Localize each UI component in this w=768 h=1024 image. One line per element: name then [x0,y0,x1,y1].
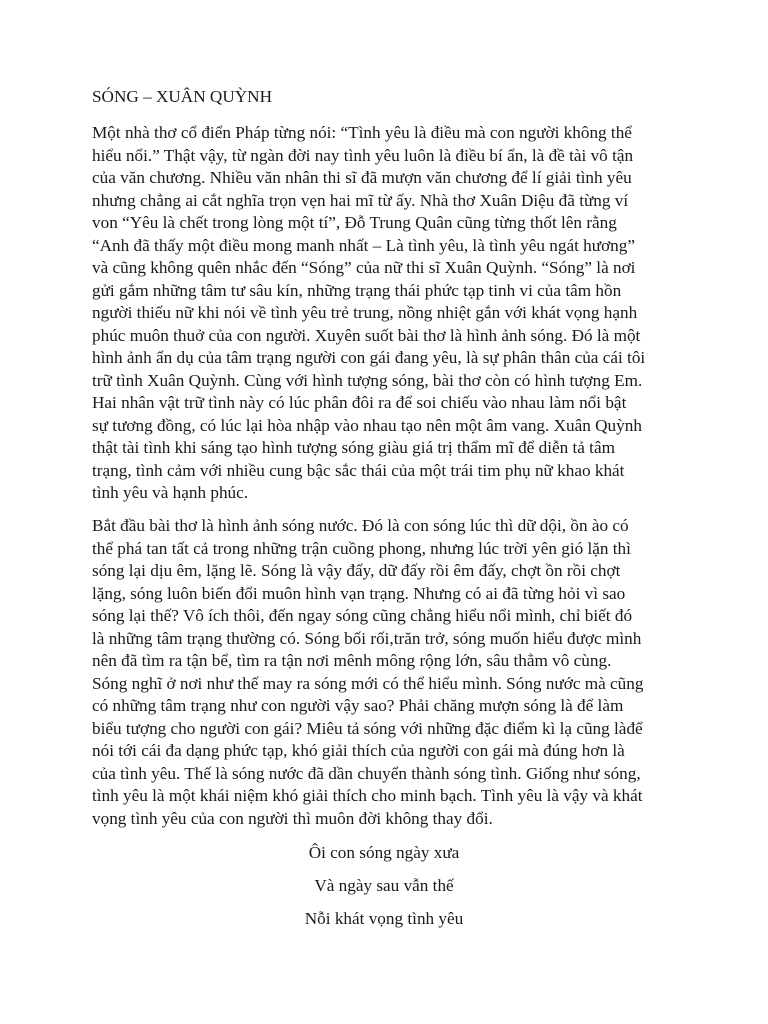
paragraph-line: của tình yêu. Thế là sóng nước đã dần chuyển thành sóng tình. Giống như sóng, [92,763,641,783]
paragraph-line: sóng lại thế? Vô ích thôi, đến ngay sóng cũng chẳng hiểu nổi mình, chỉ biết đó [92,606,633,625]
poem-line: Ôi con sóng ngày xưa [308,843,460,862]
paragraph-line: sự tương đồng, có lúc lại hòa nhập vào nhau tạo nên một âm vang. Xuân Quỳnh [92,415,642,435]
paragraph-line: gửi gắm những tâm tư sâu kín, những trạng thái phức tạp tinh vi của tâm hồn [92,280,622,300]
paragraph-line: Một nhà thơ cổ điển Pháp từng nói: “Tình yêu là điều mà con người không thể [92,123,632,142]
paragraph-line: Bắt đầu bài thơ là hình ảnh sóng nước. Đó là con sóng lúc thì dữ dội, ồn ào có [92,516,629,535]
paragraph-line: và cũng không quên nhắc đến “Sóng” của nữ thi sĩ Xuân Quỳnh. “Sóng” là nơi [92,258,636,277]
paragraph-line: von “Yêu là chết trong lòng một tí”, Đỗ Trung Quân cũng từng thốt lên rằng [92,213,617,232]
paragraph-line: “Anh đã thấy một điều mong manh nhất – Là tình yêu, là tình yêu ngát hương” [92,235,635,255]
paragraph-line: người thiếu nữ khi nói về tình yêu trẻ trung, nồng nhiệt gắn với khát vọng hạnh [92,303,638,322]
paragraph-line: nên đã tìm ra tận bể, tìm ra tận nơi mênh mông rộng lớn, sâu thẳm vô cùng. [92,651,612,670]
document-title: SÓNG – XUÂN QUỲNH [92,87,272,106]
paragraph-line: thật tài tình khi sáng tạo hình tượng sóng giàu giá trị thẩm mĩ để diễn tả tâm [92,438,615,457]
paragraph-line: của văn chương. Nhiều văn nhân thi sĩ đã mượn văn chương để lí giải tình yêu [92,168,632,187]
paragraph-line: Hai nhân vật trữ tình này có lúc phân đôi ra để soi chiếu vào nhau làm nổi bật [92,393,627,412]
paragraph-line: trữ tình Xuân Quỳnh. Cùng với hình tượng sóng, bài thơ còn có hình tượng Em. [92,370,643,390]
paragraph-line: trạng, tình cảm với nhiều cung bậc sắc thái của một trái tim phụ nữ khao khát [92,460,625,480]
poem-line: Nỗi khát vọng tình yêu [304,909,464,928]
paragraph-intro [92,122,645,505]
paragraph-line: hiểu nổi.” Thật vậy, từ ngàn đời nay tình yêu luôn là điều bí ẩn, là đề tài vô tận [92,145,634,165]
paragraph-line: hình ảnh ẩn dụ của tâm trạng người con gái đang yêu, là sự phân thân của cái tôi [92,348,646,367]
paragraph-song-nuoc [92,515,643,830]
paragraph-line: tình yêu và hạnh phúc. [92,483,249,502]
paragraph-line: có những tâm trạng như con người vậy sao? Phải chăng mượn sóng là để làm [92,696,624,715]
poem-line: Và ngày sau vẫn thế [314,876,454,895]
paragraph-line: sóng lại dịu êm, lặng lẽ. Sóng là vậy đấy, dữ đấy rồi êm đấy, chợt ồn rồi chợt [92,561,621,580]
paragraph-line: phúc muôn thuở của con người. Xuyên suốt bài thơ là hình ảnh sóng. Đó là một [92,325,641,345]
paragraph-line: thể phá tan tất cả trong những trận cuồng phong, nhưng lúc trời yên gió lặn thì [92,538,631,558]
paragraph-line: biểu tượng cho người con gái? Miêu tả sóng với những đặc điểm kì lạ cũng làđể [92,718,643,738]
paragraph-line: là những tâm trạng thường có. Sóng bối rối,trăn trở, sóng muốn hiểu được mình [92,628,642,648]
paragraph-line: Sóng nghĩ ở nơi như thế may ra sóng mới có thể hiểu mình. Sóng nước mà cũng [92,673,644,693]
paragraph-line: nhưng chẳng ai cắt nghĩa trọn vẹn hai mĩ từ ấy. Nhà thơ Xuân Diệu đã từng ví [92,190,629,210]
paragraph-line: tình yêu là một khái niệm khó giải thích cho minh bạch. Tình yêu là vậy và khát [92,786,643,805]
paragraph-line: vọng tình yêu của con người thì muôn đời không thay đổi. [92,808,493,828]
paragraph-line: lặng, sóng luôn biến đổi muôn hình vạn trạng. Nhưng có ai đã từng hỏi vì sao [92,583,626,603]
paragraph-line: nói tới cái đa dạng phức tạp, khó giải thích của người con gái mà đúng hơn là [92,741,625,760]
